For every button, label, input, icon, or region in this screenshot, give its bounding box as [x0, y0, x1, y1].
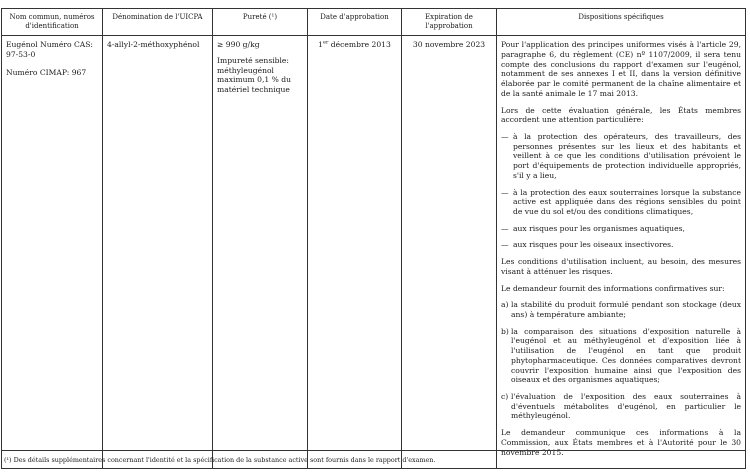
header-approval-date: Date d'approbation [308, 9, 402, 36]
provision-paragraph: Pour l'application des principes uniformes visés à l'article 29, paragraphe 6, du règlement (CE) nº 1107/2009, il sera tenu compte des conclusions du rapport d'examen sur l'eugénol, notamment de ses annexes I et II, dans la version définitive élaborée par le comité permanent de la chaîne alimentaire et de la santé animale le 17 mai 2013. [501, 40, 741, 98]
approval-day: 1 [318, 40, 324, 50]
list-marker: c) [501, 392, 509, 402]
substance-cas-number: Eugénol Numéro CAS: 97-53-0 [6, 40, 93, 59]
list-item-text: la stabilité du produit formulé pendant son stockage (deux ans) à température ambiante; [511, 300, 741, 319]
header-specific-provisions: Dispositions spécifiques [497, 9, 746, 36]
table-row [2, 36, 746, 469]
approval-day-suffix: er [323, 39, 329, 46]
dash-item-text: à la protection des eaux souterraines lorsque la substance active est appliquée dans des régions sensibles du point de vue du sol et/ou des conditions climatiques, [513, 187, 741, 216]
dash-marker: — [501, 223, 509, 233]
provision-dash-item [501, 224, 741, 234]
provision-paragraph: Les conditions d'utilisation incluent, au besoin, des mesures visant à atténuer les risques. [501, 257, 741, 276]
provision-list-item [501, 300, 741, 319]
list-item-text: la comparaison des situations d'exposition naturelle à l'eugénol et au méthyleugénol et d'exposition liée à l'utilisation de l'eugénol en tant que produit phytopharmaceutique. Ces données comparatives devront couvrir l'exposition humaine ainsi que l'exposition des oiseaux et des organismes aquatiques; [511, 326, 741, 385]
cell-iupac-name: 4-allyl-2-méthoxyphénol [103, 36, 213, 469]
cell-expiration: 30 novembre 2023 [402, 36, 497, 469]
cell-approval-date [308, 36, 402, 469]
provision-paragraph: Lors de cette évaluation générale, les États membres accordent une attention particulière: [501, 105, 741, 125]
header-iupac-name: Dénomination de l'UICPA [103, 9, 213, 36]
footnote: (¹) Des détails supplémentaires concernant l'identité et la spécification de la substance active sont fournis dans le rapport d'examen. [4, 456, 436, 464]
cell-common-name [2, 36, 103, 469]
provision-dash-item [501, 240, 741, 250]
approval-month-year: décembre 2013 [328, 40, 391, 50]
list-marker: b) [501, 326, 509, 336]
purity-impurity: Impureté sensible: méthyleugénol maximum 0,1 % du matériel technique [217, 55, 292, 95]
dash-marker: — [501, 240, 509, 250]
cell-purity [213, 36, 308, 469]
header-purity: Pureté (¹) [213, 9, 308, 36]
provision-list-item [501, 392, 741, 421]
footnote-divider [1, 450, 746, 451]
list-item-text: l'évaluation de l'exposition des eaux souterraines à d'éventuels métabolites d'eugénol, en particulier le méthyleugénol. [511, 392, 741, 421]
header-expiration: Expiration de l'approbation [402, 9, 497, 36]
cell-specific-provisions [497, 36, 746, 469]
purity-value: ≥ 990 g/kg [217, 40, 260, 50]
dash-marker: — [501, 131, 509, 141]
dash-item-text: à la protection des opérateurs, des travailleurs, des personnes présentes sur les lieux et des habitants et veillent à ce que les conditions d'utilisation prévoient le port d'équipements de protection individuelle appropriés, s'il y a lieu, [513, 131, 741, 180]
dash-marker: — [501, 187, 509, 197]
list-marker: a) [501, 300, 509, 310]
provision-paragraph: Le demandeur communique ces informations à la Commission, aux États membres et à l'Autorité pour le 30 novembre 2015. [501, 428, 741, 457]
approval-table [1, 8, 746, 469]
provision-dash-item [501, 132, 741, 181]
provision-dash-item [501, 188, 741, 217]
dash-item-text: aux risques pour les oiseaux insectivores. [513, 240, 674, 250]
provision-list-item [501, 327, 741, 385]
header-common-name: Nom commun, numéros d'identification [2, 9, 103, 36]
table-header-row [2, 9, 746, 36]
substance-cimap-number: Numéro CIMAP: 967 [6, 67, 87, 77]
provision-paragraph: Le demandeur fournit des informations confirmatives sur: [501, 283, 725, 293]
dash-item-text: aux risques pour les organismes aquatiques, [513, 223, 685, 233]
